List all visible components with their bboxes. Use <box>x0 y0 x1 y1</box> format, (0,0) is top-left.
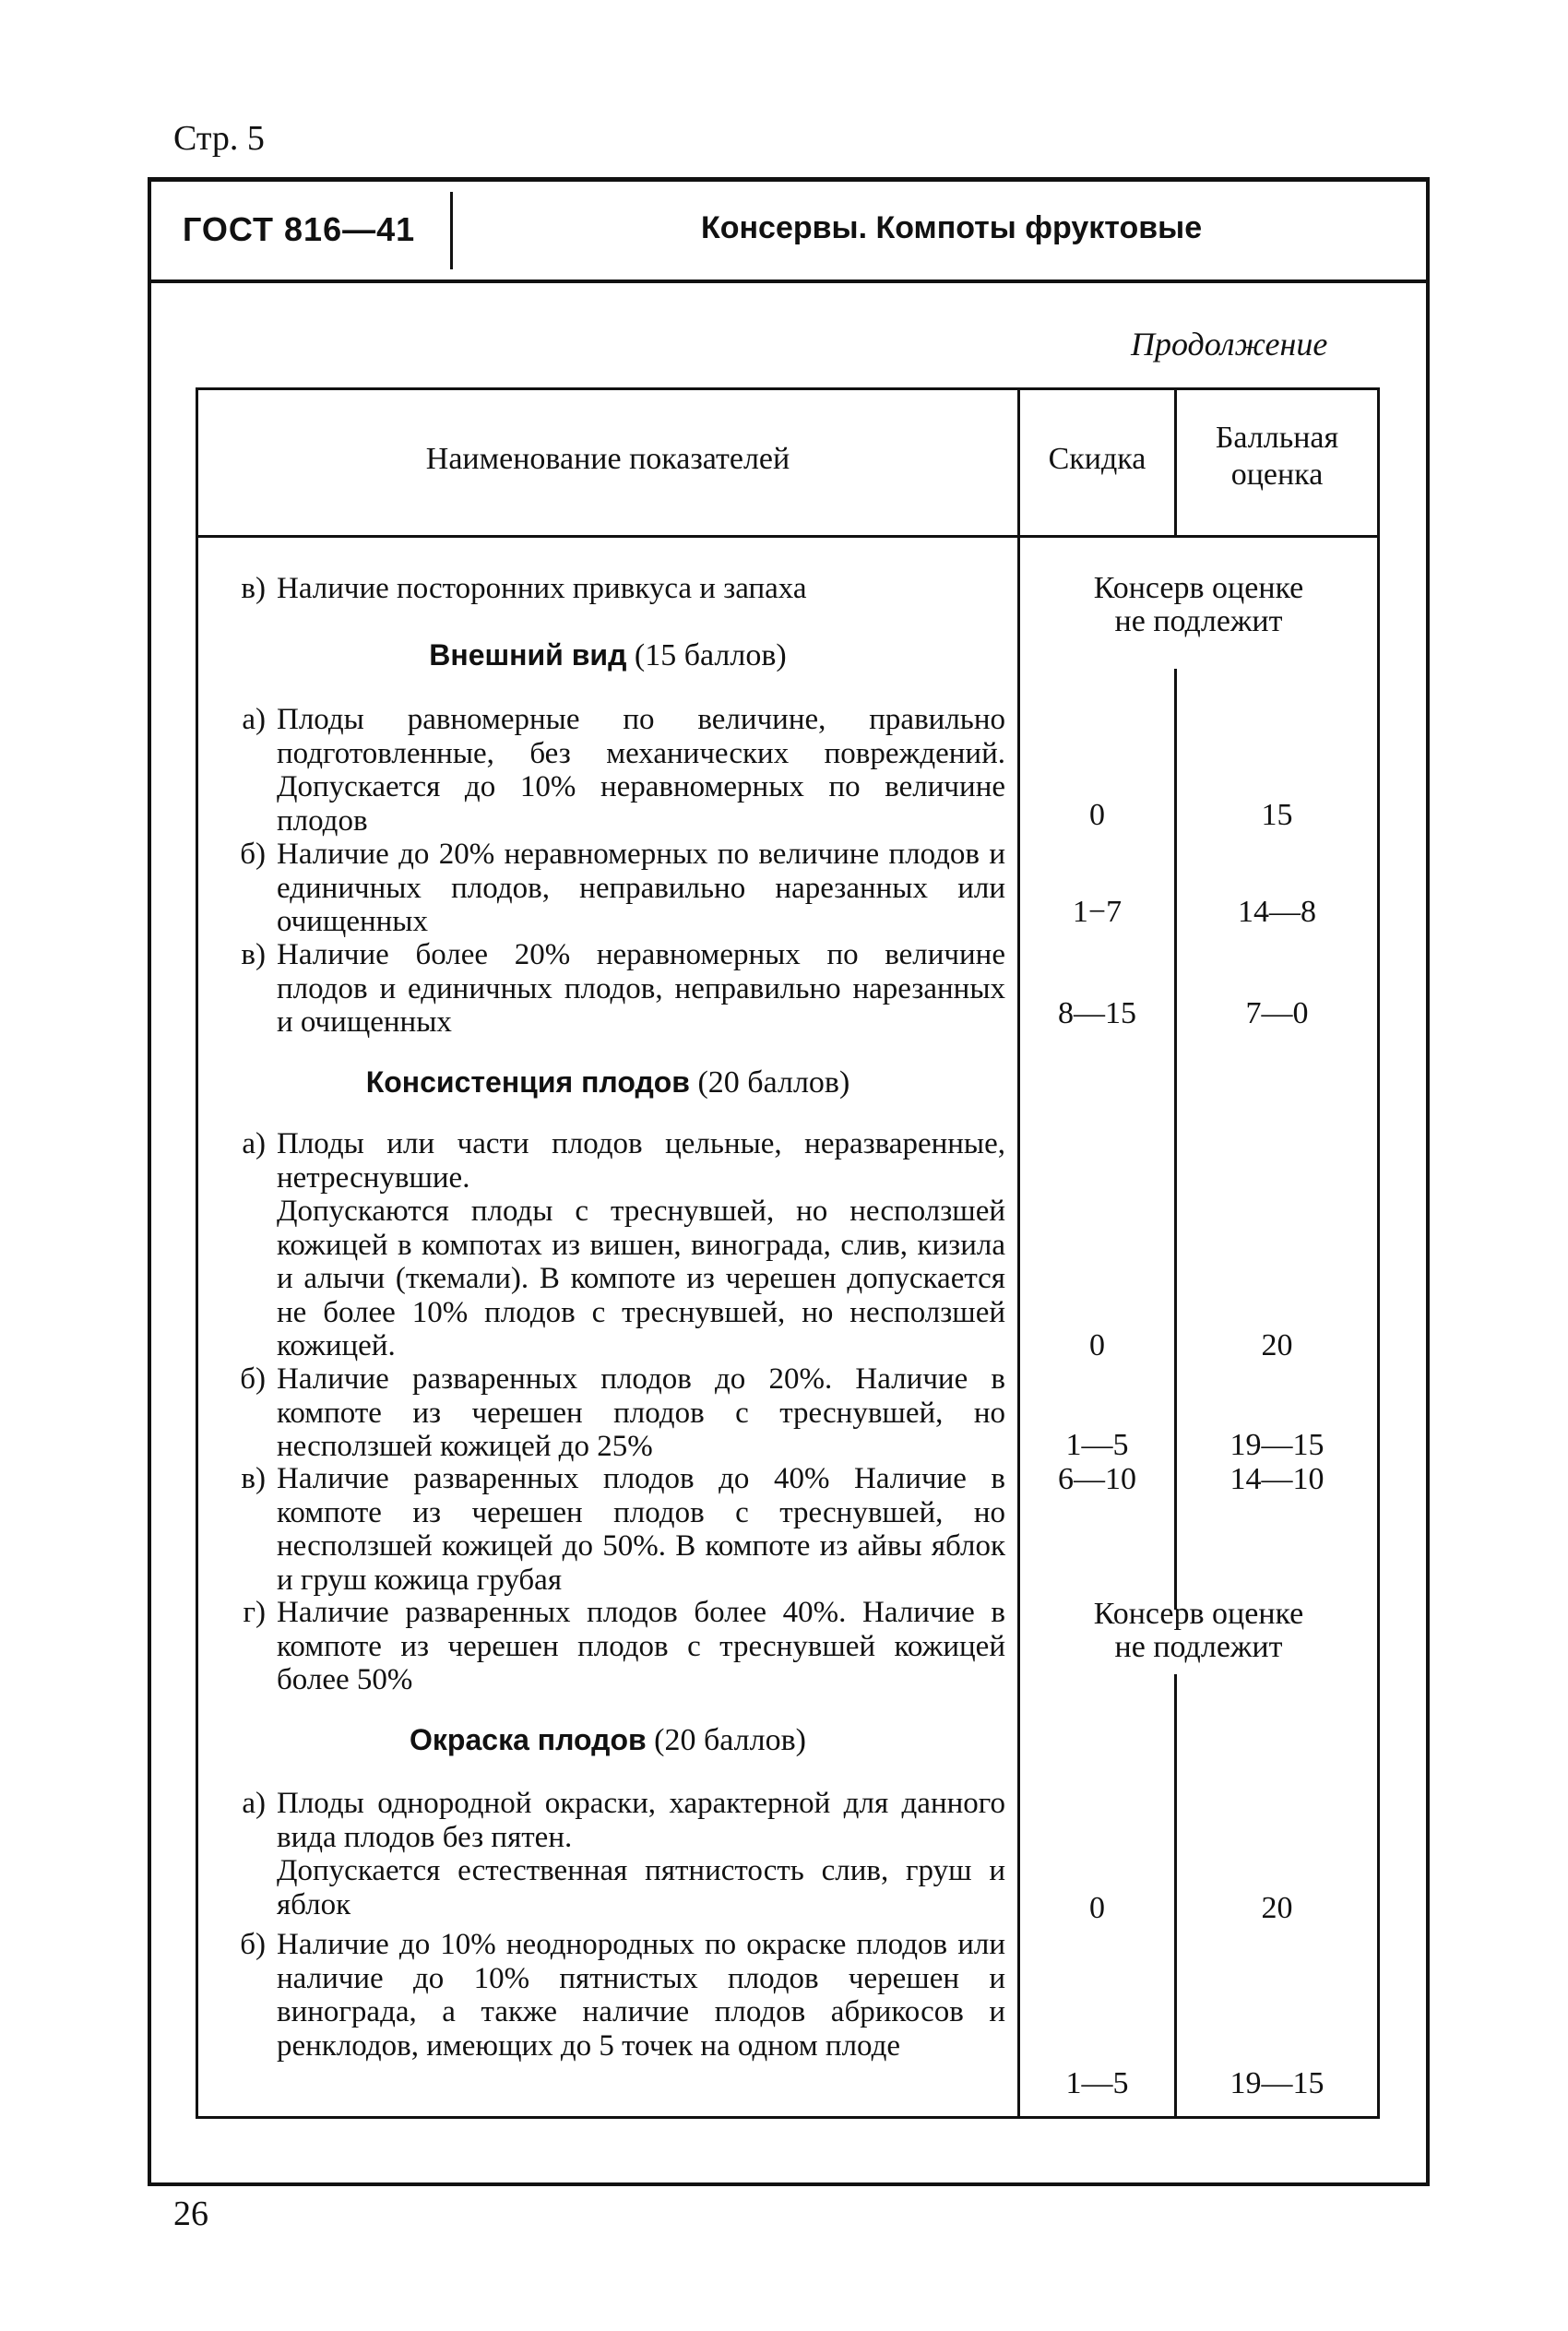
note-line: Консерв оценке <box>1093 1597 1304 1631</box>
row-text <box>277 1787 1005 1921</box>
discount-value: 8—15 <box>1058 996 1136 1030</box>
note-line: не подлежит <box>1114 1630 1283 1664</box>
section-title <box>198 1065 1017 1100</box>
discount-value: 1−7 <box>1072 895 1123 929</box>
row-label: г) <box>243 1596 266 1629</box>
discount-value: 1—5 <box>1065 1428 1129 1462</box>
row-label: б) <box>240 838 266 871</box>
score-value: 7—0 <box>1245 996 1309 1030</box>
section-title <box>198 1723 1017 1758</box>
row-label: в) <box>241 938 266 971</box>
section-title <box>198 638 1017 673</box>
section-points: (20 баллов) <box>654 1723 806 1757</box>
row-text-paragraph: Плоды или части плодов цельные, неразваренные, нетреснувшие. <box>277 1127 1005 1195</box>
not-assessed-note <box>1020 1598 1377 1664</box>
row-text-paragraph: Допускается естественная пятнистость слив, груш и яблок <box>277 1854 1005 1921</box>
row-text: Наличие разваренных плодов более 40%. Наличие в компоте из черешен плодов с треснувшей кожицей более 50% <box>277 1596 1005 1696</box>
footer-rule <box>148 2182 1430 2186</box>
row-label: в) <box>241 1462 266 1495</box>
note-line: не подлежит <box>1114 604 1283 638</box>
row-label: а) <box>242 1787 266 1820</box>
score-value: 15 <box>1261 798 1293 832</box>
score-value: 14—10 <box>1229 1462 1324 1496</box>
column-header-score <box>1177 420 1377 494</box>
discount-value: 0 <box>1089 1891 1105 1925</box>
column-header-discount: Скидка <box>1048 442 1146 476</box>
section-title-text: Окраска плодов <box>410 1723 647 1756</box>
row-text-paragraph: Допускаются плоды с треснувшей, но несползшей кожицей в компотах из вишен, винограда, слив, кизила и алычи (ткемали). В компоте из черешен допускается не более 10% плодов с треснувшей, но несползшей кожицей. <box>277 1195 1005 1362</box>
table-header-rule <box>198 535 1379 538</box>
row-label: в) <box>241 572 266 605</box>
section-points: (20 баллов) <box>697 1065 850 1100</box>
row-text: Плоды равномерные по величине, правильно подготовленные, без механических повреждений. Допускается до 10% неравномерных по величине плодов <box>277 703 1005 838</box>
row-text <box>277 1127 1005 1363</box>
discount-value: 0 <box>1089 1328 1105 1362</box>
discount-value: 1—5 <box>1065 2066 1129 2100</box>
score-value: 20 <box>1261 1328 1293 1362</box>
note-line: Консерв оценке <box>1093 571 1304 605</box>
section-points: (15 баллов) <box>634 638 787 672</box>
frame-left-border <box>148 177 151 2186</box>
row-text: Наличие до 10% неоднородных по окраске плодов или наличие до 10% пятнистых плодов черешен и винограда, а также наличие плодов абрикосов и ренклодов, имеющих до 5 точек на одном плоде <box>277 1928 1005 2063</box>
table-top-rule <box>198 387 1379 390</box>
score-value: 19—15 <box>1229 2066 1324 2100</box>
row-text: Наличие посторонних привкуса и запаха <box>277 572 807 605</box>
section-title-text: Консистенция плодов <box>365 1065 690 1099</box>
row-text: Наличие до 20% неравномерных по величине плодов и единичных плодов, неправильно нарезанных или очищенных <box>277 838 1005 938</box>
page-number: 26 <box>173 2194 208 2233</box>
row-label: б) <box>240 1362 266 1396</box>
score-value: 14—8 <box>1238 895 1316 929</box>
row-text-paragraph: Плоды однородной окраски, характерной для данного вида плодов без пятен. <box>277 1787 1005 1854</box>
row-label: б) <box>240 1928 266 1961</box>
table-bottom-rule <box>198 2116 1379 2119</box>
frame-right-border <box>1426 177 1430 2186</box>
header-rule-top <box>148 177 1430 182</box>
discount-value: 0 <box>1089 798 1105 832</box>
header-rule-bottom <box>148 279 1430 283</box>
column-header-name: Наименование показателей <box>425 442 790 476</box>
section-title-text: Внешний вид <box>429 638 627 672</box>
row-text: Наличие разваренных плодов до 20%. Наличие в компоте из черешен плодов с треснувшей, но несползшей кожицей до 25% <box>277 1362 1005 1463</box>
not-assessed-note <box>1020 572 1377 638</box>
row-text: Наличие более 20% неравномерных по величине плодов и единичных плодов, неправильно нарезанных и очищенных <box>277 938 1005 1039</box>
column-header-score-line2: оценка <box>1230 458 1324 492</box>
column-header-score-line1: Балльная <box>1215 421 1339 455</box>
discount-value: 6—10 <box>1058 1462 1136 1496</box>
row-label: а) <box>242 703 266 736</box>
column-divider-1 <box>1017 387 1020 2119</box>
table-right-border <box>1377 387 1380 2119</box>
standard-code: ГОСТ 816—41 <box>183 210 416 248</box>
standard-title: Консервы. Компоты фруктовые <box>701 210 1203 245</box>
page-label: Стр. 5 <box>173 119 265 158</box>
row-text: Наличие разваренных плодов до 40% Наличие в компоте из черешен плодов с треснувшей, но несползшей кожицей до 50%. В компоте из айвы яблок и груш кожица грубая <box>277 1462 1005 1597</box>
continuation-label: Продолжение <box>1131 326 1328 363</box>
score-value: 19—15 <box>1229 1428 1324 1462</box>
row-label: а) <box>242 1127 266 1160</box>
score-value: 20 <box>1261 1891 1293 1925</box>
header-divider <box>450 192 453 269</box>
